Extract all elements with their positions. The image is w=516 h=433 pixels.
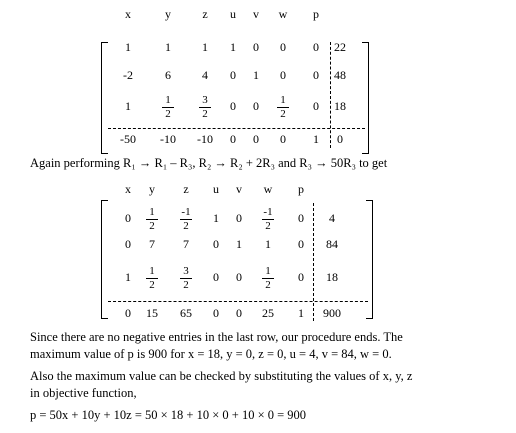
tableau-cell: 0 (280, 40, 286, 54)
tableau-cell: 18 (326, 270, 338, 284)
tableau-cell: 0 (253, 132, 259, 146)
column-header-y: y (149, 182, 155, 196)
tableau-cell: 7 (183, 237, 189, 251)
tableau-cell: 1 2 (273, 95, 293, 120)
tableau-cell: 84 (326, 237, 338, 251)
tableau-cell: -10 (160, 132, 176, 146)
tableau-cell: 4 (202, 68, 208, 82)
tableau-cell: -2 (123, 68, 133, 82)
tableau-cell: 0 (213, 270, 219, 284)
row-operations-text: Again performing R₁ → R₁ – R₃, R₂ → R₂ + 2R₃ and R₃ → 50R₃ to get (30, 156, 388, 170)
tableau-cell: 0 (253, 40, 259, 54)
tableau-cell: 1 (125, 270, 131, 284)
tableau-cell: -10 (197, 132, 213, 146)
matrix-left-bracket (101, 42, 108, 154)
tableau-cell: 1 (236, 237, 242, 251)
tableau-cell: 48 (334, 68, 346, 82)
tableau-cell: 0 (313, 68, 319, 82)
column-header-z: z (202, 7, 208, 21)
tableau-cell: 1 2 (142, 266, 162, 291)
tableau-cell: 0 (213, 306, 219, 320)
column-header-y: y (165, 7, 171, 21)
tableau-cell: 65 (180, 306, 192, 320)
tableau-cell: 1 (253, 68, 259, 82)
tableau-cell: 0 (125, 211, 131, 225)
matrix-left-bracket (101, 200, 108, 319)
tableau-cell: 1 (213, 211, 219, 225)
conclusion-line-1: Since there are no negative entries in the last row, our procedure ends. The (30, 330, 403, 344)
tableau-cell: 1 2 (158, 95, 178, 120)
tableau-cell: -50 (120, 132, 136, 146)
conclusion-line-4: in objective function, (30, 386, 137, 400)
matrix-right-bracket (362, 42, 369, 154)
tableau-cell: 7 (149, 237, 155, 251)
conclusion-line-3: Also the maximum value can be checked by substituting the values of x, y, z (30, 369, 413, 383)
column-header-u: u (230, 7, 236, 21)
tableau-cell: 0 (298, 237, 304, 251)
rhs-column-separator (330, 42, 331, 148)
tableau-cell: 1 (125, 40, 131, 54)
tableau-cell: 0 (125, 306, 131, 320)
tableau-cell: 0 (230, 68, 236, 82)
tableau-cell: 3 2 (195, 95, 215, 120)
tableau-cell: 0 (213, 237, 219, 251)
objective-row-separator (108, 301, 368, 302)
column-header-v: v (253, 7, 259, 21)
tableau-cell: 1 (265, 237, 271, 251)
tableau-cell: 0 (313, 40, 319, 54)
tableau-cell: 900 (323, 306, 341, 320)
tableau-cell: 0 (280, 68, 286, 82)
tableau-cell: 0 (298, 270, 304, 284)
tableau-cell: 0 (230, 132, 236, 146)
tableau-cell: 0 (125, 237, 131, 251)
tableau-cell: 0 (236, 211, 242, 225)
tableau-cell: 18 (334, 99, 346, 113)
tableau-cell: 1 2 (142, 207, 162, 232)
tableau-cell: 4 (329, 211, 335, 225)
tableau-cell: 3 2 (176, 266, 196, 291)
tableau-cell: -1 2 (181, 206, 191, 232)
tableau-cell: 1 (313, 132, 319, 146)
tableau-cell: 1 (165, 40, 171, 54)
tableau-cell: 22 (334, 40, 346, 54)
tableau-cell: 1 (202, 40, 208, 54)
tableau-cell: 0 (280, 132, 286, 146)
tableau-cell: 15 (146, 306, 158, 320)
tableau-cell: 6 (165, 68, 171, 82)
column-header-u: u (213, 182, 219, 196)
tableau-cell: 0 (313, 99, 319, 113)
column-header-p: p (298, 182, 304, 196)
column-header-v: v (236, 182, 242, 196)
tableau-cell: 0 (337, 132, 343, 146)
rhs-column-separator (313, 203, 314, 321)
column-header-w: w (278, 7, 288, 21)
tableau-cell: 0 (230, 99, 236, 113)
tableau-cell: 0 (298, 211, 304, 225)
tableau-cell: 0 (236, 306, 242, 320)
column-header-z: z (183, 182, 189, 196)
tableau-cell: 0 (236, 270, 242, 284)
tableau-cell: 0 (253, 99, 259, 113)
tableau-cell: 1 (298, 306, 304, 320)
objective-function-check: p = 50x + 10y + 10z = 50 × 18 + 10 × 0 + 10 × 0 = 900 (30, 408, 307, 422)
column-header-p: p (313, 7, 319, 21)
objective-row-separator (108, 128, 365, 129)
conclusion-line-2: maximum value of p is 900 for x = 18, y = 0, z = 0, u = 4, v = 84, w = 0. (30, 347, 392, 361)
column-header-x: x (125, 182, 131, 196)
tableau-cell: 25 (262, 306, 274, 320)
tableau-cell: 1 2 (258, 266, 278, 291)
column-header-x: x (125, 7, 131, 21)
column-header-w: w (263, 182, 273, 196)
tableau-cell: -1 2 (263, 206, 273, 232)
tableau-cell: 1 (125, 99, 131, 113)
tableau-cell: 1 (230, 40, 236, 54)
